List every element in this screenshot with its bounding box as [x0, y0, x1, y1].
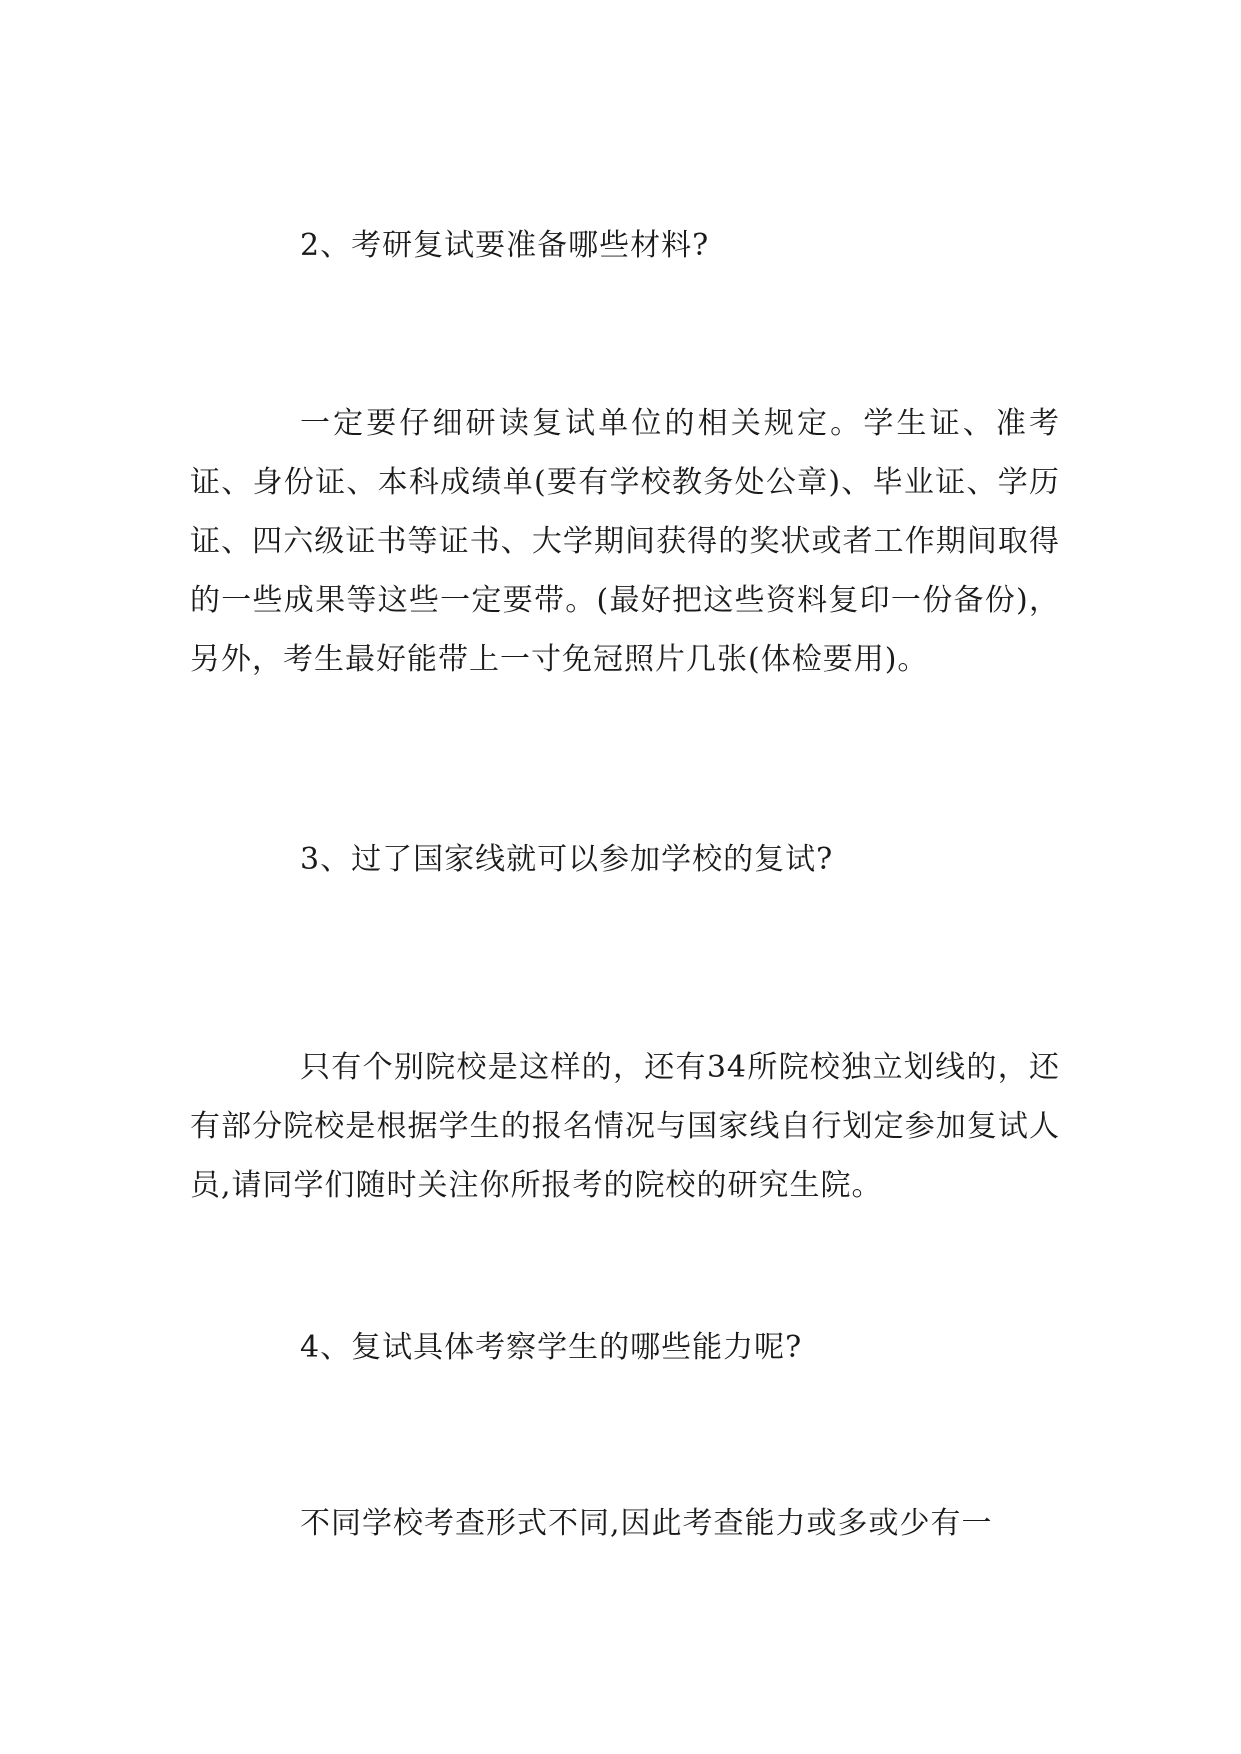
section-heading-4: 4、复试具体考察学生的哪些能力呢?: [300, 1330, 803, 1365]
section-paragraph-2: 一定要仔细研读复试单位的相关规定。学生证、准考证、身份证、本科成绩单(要有学校教务处公章)、毕业证、学历证、四六级证书等证书、大学期间获得的奖状或者工作期间取得的一些成果等这些一定要带。(最好把这些资料复印一份备份)，另外，考生最好能带上一寸免冠照片几张(体检要用)。: [190, 406, 1060, 677]
section-paragraph-3: 只有个别院校是这样的，还有34所院校独立划线的，还有部分院校是根据学生的报名情况与国家线自行划定参加复试人员,请同学们随时关注你所报考的院校的研究生院。: [190, 1050, 1060, 1203]
section-paragraph-4: 不同学校考查形式不同,因此考查能力或多或少有一: [300, 1506, 993, 1541]
section-heading-2: 2、考研复试要准备哪些材料?: [300, 228, 710, 263]
section-heading-3: 3、过了国家线就可以参加学校的复试?: [300, 842, 834, 877]
